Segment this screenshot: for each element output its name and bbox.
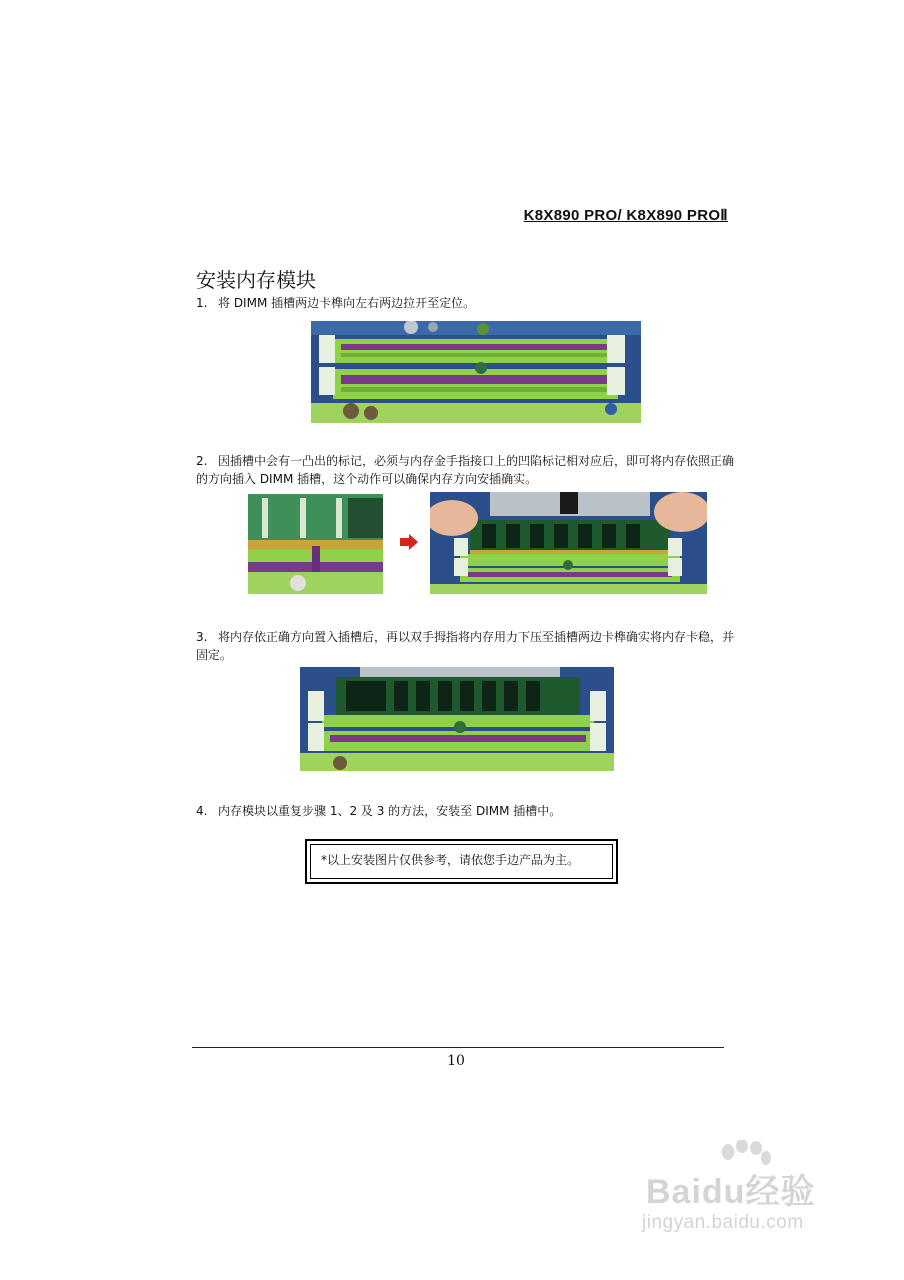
footer-rule [192,1047,724,1048]
watermark [640,1140,860,1250]
step-text: 将内存依正确方向置入插槽后，再以双手拇指将内存用力下压至插槽两边卡榫确实将内存卡稳，并固定。 [196,630,735,662]
step-4 [196,802,740,820]
step-2 [196,452,740,488]
insert-module-photo [430,492,707,594]
step-1 [196,294,740,312]
step-text: 将 DIMM 插槽两边卡榫向左右两边拉开至定位。 [218,296,476,310]
section-title: 安装内存模块 [196,268,316,292]
watermark-url: jingyan.baidu.com [642,1212,804,1233]
notice-text: *以上安装图片仅供参考，请依您手边产品为主。 [310,844,613,879]
module-seated-photo [300,667,614,771]
watermark-logo: Baidu经验 [646,1173,816,1211]
step-number: 2. [196,454,208,468]
model-title: K8X890 PRO/ K8X890 PROⅡ [523,207,728,224]
dimm-slots-open-photo [311,321,641,423]
step-number: 3. [196,630,208,644]
step-number: 1. [196,296,208,310]
step-text: 因插槽中会有一凸出的标记，必须与内存金手指接口上的凹陷标记相对应后，即可将内存依照正确的方向插入 DIMM 插槽，这个动作可以确保内存方向安插确实。 [196,454,735,486]
notch-closeup-photo [248,494,383,594]
step-text: 内存模块以重复步骤 1、2 及 3 的方法，安装至 DIMM 插槽中。 [218,804,562,818]
step-number: 4. [196,804,208,818]
arrow-right-icon [400,534,418,550]
page-number: 10 [447,1053,465,1069]
notice-box [305,839,618,884]
step-3 [196,628,740,664]
